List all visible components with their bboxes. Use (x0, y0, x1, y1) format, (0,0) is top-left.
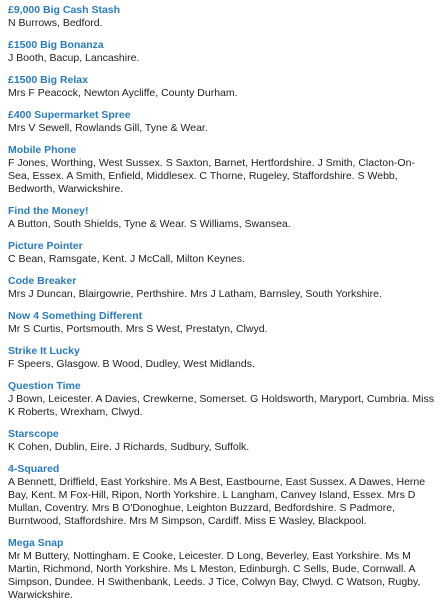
entry-title: Find the Money! (8, 205, 89, 217)
winner-entry-starscope (8, 428, 434, 454)
entry-title: Now 4 Something Different (8, 310, 143, 322)
winner-entry-big-bonanza (8, 39, 434, 65)
winner-entry-mobile-phone (8, 144, 434, 196)
entry-winners: F Jones, Worthing, West Sussex. S Saxton, Barnet, Hertfordshire. J Smith, Clacton-On-Sea, Essex. A Smith, Enfield, Middlesex. C Thorne, Rugeley, Staffordshire. S Webb, Bedworth, Warwickshire. (8, 157, 415, 195)
entry-title: £1500 Big Bonanza (8, 39, 104, 51)
entry-title: Mobile Phone (8, 144, 77, 156)
entry-title: Mega Snap (8, 537, 64, 549)
entry-winners: Mr M Buttery, Nottingham. E Cooke, Leicester. D Long, Beverley, East Yorkshire. Ms M Martin, Richmond, North Yorkshire. Ms L Meston, Edinburgh. C Sells, Bude, Cornwall. A Simpson, Dundee. H Swithenbank, Leeds. J Tice, Colwyn Bay, Clwyd. C Watson, Rugby, Warwickshire. (8, 550, 421, 601)
entry-winners: F Speers, Glasgow. B Wood, Dudley, West Midlands. (8, 358, 255, 370)
entry-winners: Mrs V Sewell, Rowlands Gill, Tyne & Wear. (8, 122, 208, 134)
entry-winners: J Bown, Leicester. A Davies, Crewkerne, Somerset. G Holdsworth, Maryport, Cumbria. Miss K Roberts, Wrexham, Clwyd. (8, 393, 434, 418)
winner-entry-big-relax (8, 74, 434, 100)
entry-title: Strike It Lucky (8, 345, 80, 357)
winner-entry-code-breaker (8, 275, 434, 301)
entry-winners: Mrs J Duncan, Blairgowrie, Perthshire. Mrs J Latham, Barnsley, South Yorkshire. (8, 288, 382, 300)
winner-entry-question-time (8, 380, 434, 419)
entry-title: Question Time (8, 380, 81, 392)
winner-entry-mega-snap (8, 537, 434, 602)
entry-title: Picture Pointer (8, 240, 83, 252)
winner-entry-strike-it-lucky (8, 345, 434, 371)
entry-title: Starscope (8, 428, 59, 440)
entry-title: £1500 Big Relax (8, 74, 88, 86)
entry-winners: C Bean, Ramsgate, Kent. J McCall, Milton Keynes. (8, 253, 245, 265)
entry-title: £400 Supermarket Spree (8, 109, 131, 121)
entry-winners: Mr S Curtis, Portsmouth. Mrs S West, Prestatyn, Clwyd. (8, 323, 268, 335)
entry-winners: J Booth, Bacup, Lancashire. (8, 52, 140, 64)
winner-entry-4-squared (8, 463, 434, 528)
winner-entry-big-cash-stash (8, 4, 434, 30)
entry-winners: K Cohen, Dublin, Eire. J Richards, Sudbury, Suffolk. (8, 441, 250, 453)
entry-title: £9,000 Big Cash Stash (8, 4, 121, 16)
entry-winners: A Button, South Shields, Tyne & Wear. S Williams, Swansea. (8, 218, 291, 230)
winner-entry-now-4-something-different (8, 310, 434, 336)
winner-entry-find-the-money (8, 205, 434, 231)
entry-winners: Mrs F Peacock, Newton Aycliffe, County Durham. (8, 87, 238, 99)
entry-winners: A Bennett, Driffield, East Yorkshire. Ms A Best, Eastbourne, East Sussex. A Dawes, Herne Bay, Kent. M Fox-Hill, Ripon, North Yorkshire. L Langham, Canvey Island, Essex. Mrs D Mullan, Coventry. Mrs B O'Donoghue, Leighton Buzzard, Bedfordshire. S Padmore, Burntwood, Staffordshire. Mrs M Simpson, Cardiff. Miss E Wasley, Blackpool. (8, 476, 426, 527)
winner-entry-picture-pointer (8, 240, 434, 266)
entry-title: Code Breaker (8, 275, 77, 287)
entry-winners: N Burrows, Bedford. (8, 17, 103, 29)
winner-entry-supermarket-spree (8, 109, 434, 135)
entry-title: 4-Squared (8, 463, 60, 475)
